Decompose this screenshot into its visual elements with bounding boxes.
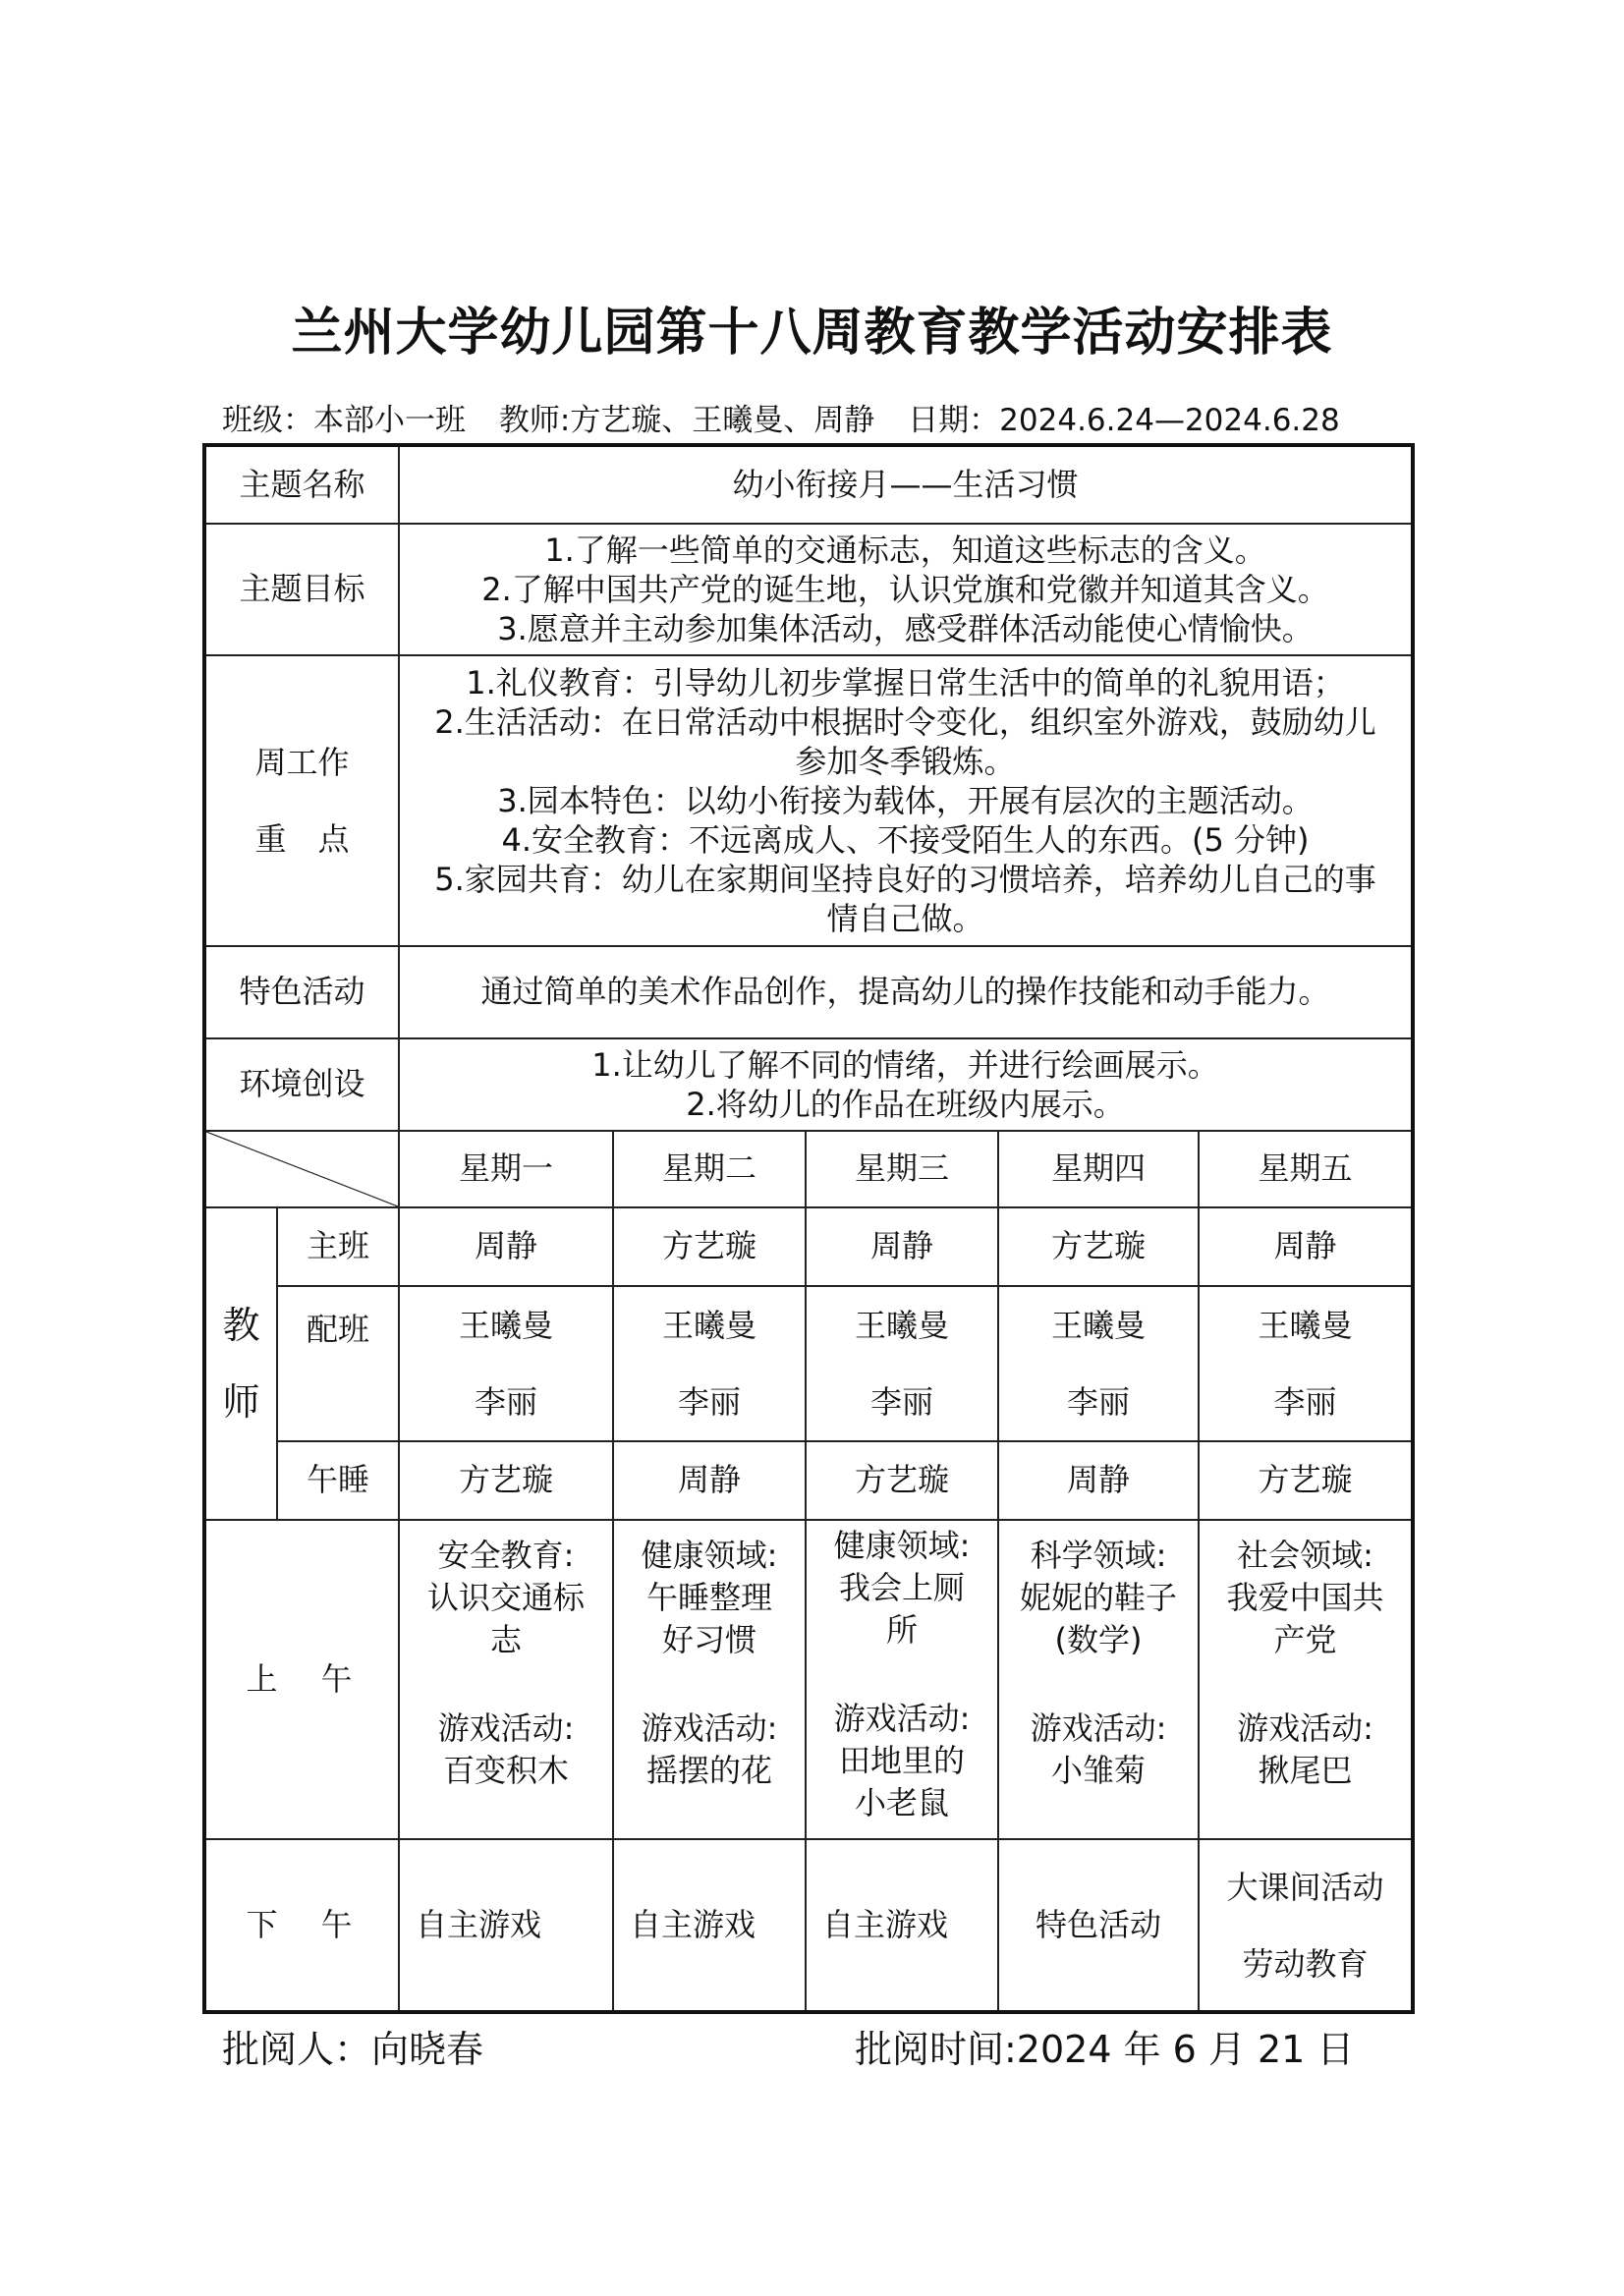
afternoon-cell: 自主游戏 (399, 1839, 613, 2012)
theme-goal-label: 主题目标 (204, 524, 399, 655)
week-focus-label-line1: 周工作 (254, 744, 350, 781)
morning-subject: 社会领域: (1237, 1537, 1373, 1574)
teacher-group-label (204, 1207, 277, 1520)
environment-line: 2.将幼儿的作品在班级内展示。 (686, 1086, 1125, 1123)
assist-teacher-name: 王曦曼 (662, 1307, 757, 1344)
morning-subject: 健康领域: (833, 1527, 971, 1564)
day-header: 星期三 (806, 1131, 998, 1207)
morning-game: 小雏菊 (1051, 1751, 1147, 1789)
nap-teacher-cell: 方艺璇 (399, 1441, 613, 1520)
morning-game-label: 游戏活动: (437, 1708, 575, 1747)
morning-activity: 产党 (1273, 1621, 1337, 1659)
main-teacher-cell: 方艺璇 (998, 1207, 1199, 1286)
day-header: 星期二 (613, 1131, 806, 1207)
feature-row (204, 946, 1413, 1038)
assist-teacher-name: 李丽 (678, 1383, 742, 1421)
assist-teacher-name: 李丽 (1067, 1383, 1131, 1421)
schedule-table (202, 443, 1415, 2014)
nap-teacher-cell: 周静 (998, 1441, 1199, 1520)
main-teacher-label: 主班 (277, 1207, 399, 1286)
week-focus-line: 4.安全教育：不远离成人、不接受陌生人的东西。(5 分钟) (501, 821, 1310, 859)
day-header: 星期五 (1199, 1131, 1413, 1207)
environment-line: 1.让幼儿了解不同的情绪，并进行绘画展示。 (591, 1046, 1219, 1084)
teachers-info: 教师:方艺璇、王曦曼、周静 (498, 403, 875, 438)
afternoon-cell: 自主游戏 (613, 1839, 806, 2012)
afternoon-activity: 劳动教育 (1242, 1944, 1369, 1983)
main-teacher-cell: 周静 (806, 1207, 998, 1286)
morning-activity: 妮妮的鞋子 (1020, 1579, 1178, 1617)
morning-game: 百变积木 (443, 1751, 570, 1789)
morning-activity: 所 (886, 1611, 919, 1650)
assist-teacher-name: 李丽 (475, 1383, 538, 1421)
theme-name-label: 主题名称 (204, 445, 399, 524)
main-teacher-cell: 周静 (399, 1207, 613, 1286)
morning-game: 摇摆的花 (646, 1751, 773, 1789)
environment-content (399, 1038, 1413, 1131)
date-info: 日期：2024.6.24—2024.6.28 (908, 403, 1340, 438)
theme-goal-line: 1.了解一些简单的交通标志，知道这些标志的含义。 (544, 532, 1266, 569)
morning-game: 揪尾巴 (1258, 1751, 1353, 1789)
assist-teacher-cell (1199, 1286, 1413, 1441)
info-line (222, 395, 1364, 439)
environment-row (204, 1038, 1413, 1131)
morning-game-label: 游戏活动: (1237, 1708, 1373, 1747)
afternoon-cell: 自主游戏 (806, 1839, 998, 2012)
morning-subject: 健康领域: (641, 1537, 778, 1574)
morning-game-label: 游戏活动: (833, 1699, 971, 1737)
week-focus-line: 2.生活活动：在日常活动中根据时令变化，组织室外游戏，鼓励幼儿 (434, 703, 1376, 741)
assist-teacher-cell (806, 1286, 998, 1441)
assist-teacher-name: 王曦曼 (855, 1307, 950, 1344)
assist-teacher-name: 王曦曼 (459, 1307, 554, 1344)
morning-game-label: 游戏活动: (641, 1708, 778, 1747)
morning-activity: 午睡整理 (646, 1579, 773, 1617)
week-focus-line: 5.家园共育：幼儿在家期间坚持良好的习惯培养，培养幼儿自己的事 (434, 861, 1376, 898)
theme-goal-line: 3.愿意并主动参加集体活动，感受群体活动能使心情愉快。 (497, 610, 1314, 647)
assist-teacher-name: 王曦曼 (1051, 1307, 1147, 1344)
week-focus-content (399, 655, 1413, 946)
afternoon-row (204, 1839, 1413, 2012)
teacher-group-label-line1: 教 (222, 1304, 260, 1347)
week-focus-line: 参加冬季锻炼。 (795, 743, 1016, 780)
nap-teacher-cell: 周静 (613, 1441, 806, 1520)
morning-cell (399, 1520, 613, 1839)
morning-cell (806, 1520, 998, 1839)
morning-activity: 好习惯 (662, 1621, 757, 1659)
nap-teacher-label: 午睡 (277, 1441, 399, 1520)
day-header: 星期一 (399, 1131, 613, 1207)
morning-activity: (数学) (1054, 1621, 1143, 1659)
morning-cell (998, 1520, 1199, 1839)
morning-subject: 科学领域: (1030, 1537, 1167, 1574)
assist-teacher-name: 李丽 (870, 1383, 934, 1421)
afternoon-cell: 特色活动 (998, 1839, 1199, 2012)
theme-goal-line: 2.了解中国共产党的诞生地，认识党旗和党徽并知道其含义。 (481, 571, 1329, 608)
morning-activity: 认识交通标 (427, 1579, 586, 1617)
morning-activity: 我会上厕 (839, 1569, 966, 1607)
theme-goal-content (399, 524, 1413, 655)
week-focus-row (204, 655, 1413, 946)
week-focus-line: 情自己做。 (826, 900, 984, 937)
teacher-group-label-line2: 师 (222, 1380, 260, 1424)
environment-label: 环境创设 (204, 1038, 399, 1131)
week-focus-label (204, 655, 399, 946)
morning-subject: 安全教育: (437, 1537, 575, 1574)
morning-game-label: 游戏活动: (1030, 1708, 1167, 1747)
nap-teacher-cell: 方艺璇 (806, 1441, 998, 1520)
class-info: 班级：本部小一班 (222, 403, 466, 438)
assist-teacher-cell (399, 1286, 613, 1441)
morning-cell (613, 1520, 806, 1839)
feature-label: 特色活动 (204, 946, 399, 1038)
morning-row (204, 1520, 1413, 1839)
assist-teacher-label: 配班 (277, 1286, 399, 1441)
nap-teacher-row (204, 1441, 1413, 1520)
week-focus-label-line2: 重 点 (254, 820, 350, 858)
reviewer: 批阅人：向晓春 (222, 2028, 484, 2071)
morning-activity: 志 (490, 1621, 523, 1659)
week-focus-line: 1.礼仪教育：引导幼儿初步掌握日常生活中的简单的礼貌用语； (466, 664, 1345, 701)
main-teacher-row (204, 1207, 1413, 1286)
main-teacher-cell: 方艺璇 (613, 1207, 806, 1286)
week-focus-line: 3.园本特色：以幼小衔接为载体，开展有层次的主题活动。 (497, 782, 1314, 819)
assist-teacher-cell (613, 1286, 806, 1441)
morning-game: 田地里的 (839, 1741, 966, 1779)
morning-game: 小老鼠 (855, 1783, 950, 1821)
theme-name-value: 幼小衔接月——生活习惯 (399, 445, 1413, 524)
feature-value: 通过简单的美术作品创作，提高幼儿的操作技能和动手能力。 (399, 946, 1413, 1038)
morning-cell (1199, 1520, 1413, 1839)
nap-teacher-cell: 方艺璇 (1199, 1441, 1413, 1520)
afternoon-cell (1199, 1839, 1413, 2012)
review-time: 批阅时间:2024 年 6 月 21 日 (855, 2028, 1355, 2071)
day-header: 星期四 (998, 1131, 1199, 1207)
assist-teacher-name: 王曦曼 (1258, 1307, 1353, 1344)
assist-teacher-name: 李丽 (1273, 1383, 1337, 1421)
diagonal-line (206, 1132, 398, 1206)
afternoon-activity: 大课间活动 (1226, 1868, 1384, 1906)
diagonal-header-cell (204, 1131, 399, 1207)
afternoon-label: 下 午 (204, 1839, 399, 2012)
assist-teacher-cell (998, 1286, 1199, 1441)
page-title: 兰州大学幼儿园第十八周教育教学活动安排表 (291, 304, 1333, 363)
main-teacher-cell: 周静 (1199, 1207, 1413, 1286)
theme-name-row (204, 445, 1413, 524)
days-header-row (204, 1131, 1413, 1207)
theme-goal-row (204, 524, 1413, 655)
morning-label: 上 午 (204, 1520, 399, 1839)
assist-teacher-row (204, 1286, 1413, 1441)
morning-activity: 我爱中国共 (1226, 1579, 1384, 1617)
